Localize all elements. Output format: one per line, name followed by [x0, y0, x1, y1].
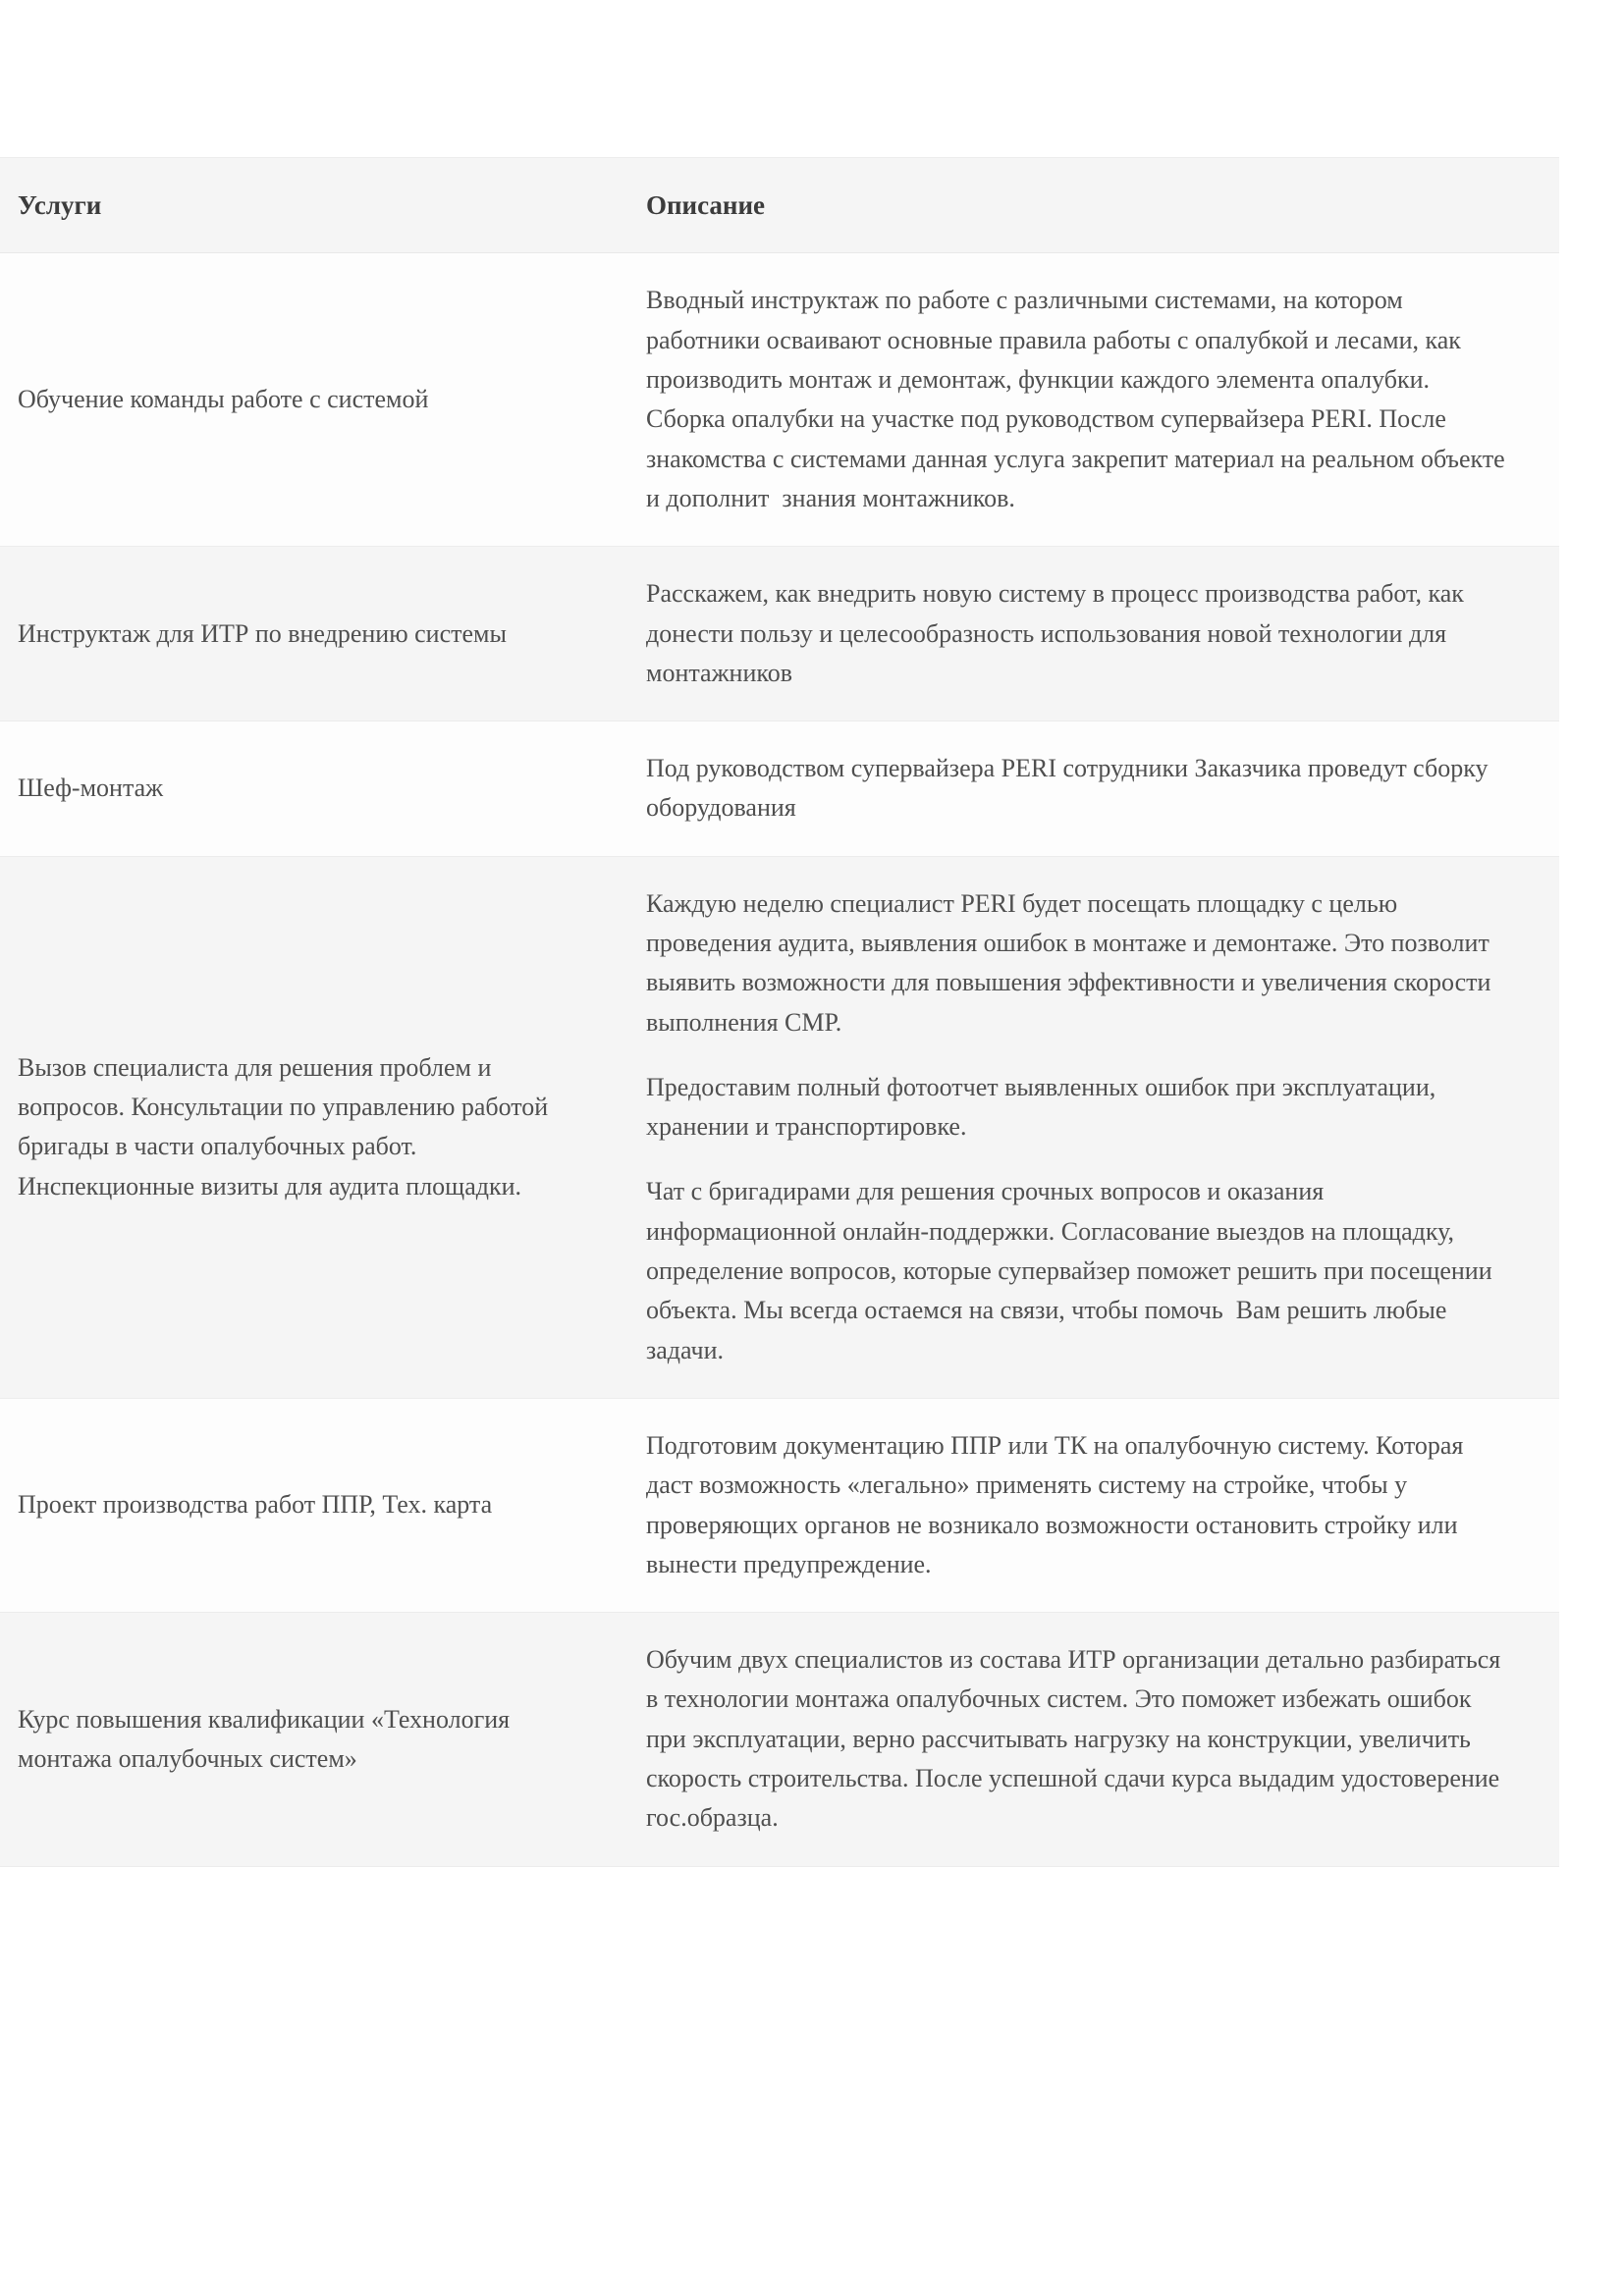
- description-paragraph: Расскажем, как внедрить новую систему в процесс производства работ, как донести пользу и целесообразность использования новой технологии для монтажников: [646, 579, 1471, 687]
- services-table-container: [0, 157, 1559, 1867]
- table-row: [0, 856, 1559, 1398]
- service-name-cell: [0, 547, 628, 721]
- table-row: [0, 1398, 1559, 1612]
- service-name-text: Шеф-монтаж: [18, 774, 164, 803]
- table-row: [0, 253, 1559, 547]
- service-description-cell: [628, 1398, 1559, 1612]
- description-paragraph: Вводный инструктаж по работе с различными системами, на котором работники осваивают основные правила работы с опалубкой и лесами, как производить монтаж и демонтаж, функции каждого элемента опалубки. Сборка опалубки на участке под руководством супервайзера PERI. После знакомства с системами данная услуга закрепит материал на реальном объекте и дополнит знания монтажников.: [646, 286, 1512, 512]
- table-row: [0, 1613, 1559, 1866]
- table-row: [0, 721, 1559, 857]
- service-name-text: Инструктаж для ИТР по внедрению системы: [18, 618, 507, 648]
- service-name-cell: [0, 253, 628, 547]
- service-description-cell: [628, 856, 1559, 1398]
- table-header: [0, 158, 1559, 253]
- column-header-description: Описание: [628, 158, 1559, 253]
- service-description-cell: [628, 721, 1559, 857]
- description-paragraph: Под руководством супервайзера PERI сотрудники Заказчика проведут сборку оборудования: [646, 754, 1495, 823]
- service-description-cell: [628, 1613, 1559, 1866]
- service-name-text: Курс повышения квалификации «Технология монтажа опалубочных систем»: [18, 1704, 516, 1773]
- service-description-cell: [628, 547, 1559, 721]
- service-description-cell: [628, 253, 1559, 547]
- description-paragraph: Каждую неделю специалист PERI будет посещать площадку с целью проведения аудита, выявления ошибок в монтаже и демонтаже. Это позволит выявить возможности для повышения эффективности и увеличения скорости выполнения СМР.: [646, 888, 1497, 1037]
- service-name-text: Проект производства работ ППР, Тех. карта: [18, 1490, 493, 1520]
- services-table: [0, 157, 1559, 1867]
- service-name-cell: [0, 856, 628, 1398]
- service-name-cell: [0, 1398, 628, 1612]
- table-header-row: [0, 158, 1559, 253]
- service-name-cell: [0, 721, 628, 857]
- description-paragraph: Обучим двух специалистов из состава ИТР организации детально разбираться в технологии монтажа опалубочных систем. Это поможет избежать ошибок при эксплуатации, верно рассчитывать нагрузку на конструкции, увеличить скорость строительства. После успешной сдачи курса выдадим удостоверение гос.образца.: [646, 1645, 1507, 1833]
- description-paragraph: Чат с бригадирами для решения срочных вопросов и оказания информационной онлайн-поддержки. Согласование выездов на площадку, определение вопросов, которые супервайзер поможет решить при посещении объекта. Мы всегда остаемся на связи, чтобы помочь Вам решить любые задачи.: [646, 1177, 1499, 1364]
- description-paragraph: Подготовим документацию ППР или ТК на опалубочную систему. Которая даст возможность «легально» применять систему на стройке, чтобы у проверяющих органов не возникало возможности остановить стройку или вынести предупреждение.: [646, 1430, 1470, 1578]
- table-body: [0, 253, 1559, 1866]
- description-paragraph: Предоставим полный фотоотчет выявленных ошибок при эксплуатации, хранении и транспортировке.: [646, 1072, 1442, 1142]
- service-name-text: Вызов специалиста для решения проблем и вопросов. Консультации по управлению работой бригады в части опалубочных работ. Инспекционные визиты для аудита площадки.: [18, 1052, 555, 1201]
- column-header-service: Услуги: [0, 158, 628, 253]
- table-row: [0, 547, 1559, 721]
- service-name-text: Обучение команды работе с системой: [18, 385, 429, 414]
- service-name-cell: [0, 1613, 628, 1866]
